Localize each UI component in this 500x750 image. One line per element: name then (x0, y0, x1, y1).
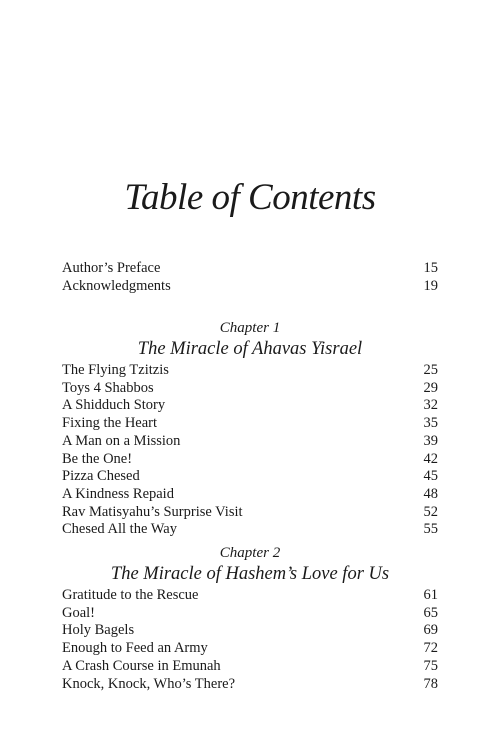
toc-entry[interactable] (62, 433, 438, 451)
front-matter-list (62, 260, 438, 295)
toc-entry-title: A Man on a Mission (62, 432, 181, 449)
toc-entry[interactable] (62, 504, 438, 522)
toc-entry[interactable] (62, 521, 438, 539)
toc-entry-title: Holy Bagels (62, 622, 135, 639)
toc-entry-page: 29 (423, 379, 438, 396)
toc-entry-page: 32 (423, 397, 438, 414)
chapter-title: The Miracle of Ahavas Yisrael (137, 339, 363, 359)
toc-entry-title: A Kindness Repaid (62, 485, 174, 502)
toc-entry[interactable] (62, 260, 438, 278)
toc-entry-title: Chesed All the Way (62, 521, 177, 538)
toc-entry[interactable] (62, 397, 438, 415)
toc-entry[interactable] (62, 676, 438, 694)
toc-entry-page: 61 (423, 587, 438, 603)
toc-entry[interactable] (62, 278, 438, 296)
chapter-heading (62, 319, 438, 361)
chapter-number: Chapter 2 (219, 545, 281, 561)
toc-entry-title: The Flying Tzitzis (62, 362, 169, 378)
toc-entry-page: 72 (423, 640, 438, 657)
chapter-title: The Miracle of Hashem’s Love for Us (110, 564, 390, 584)
chapter-1-section (62, 319, 438, 539)
toc-entry[interactable] (62, 468, 438, 486)
toc-entry-page: 55 (423, 521, 438, 538)
toc-entry[interactable] (62, 362, 438, 380)
toc-entry-title: Goal! (62, 604, 96, 621)
toc-entry[interactable] (62, 380, 438, 398)
toc-entry[interactable] (62, 486, 438, 504)
toc-entry-page: 15 (423, 260, 438, 276)
toc-entry-title: Be the One! (62, 450, 133, 467)
toc-entry[interactable] (62, 415, 438, 433)
toc-entry-page: 65 (423, 604, 438, 621)
toc-entry-title: Pizza Chesed (62, 468, 140, 485)
chapter-2-section (62, 544, 438, 693)
toc-entry-title: Knock, Knock, Who’s There? (62, 675, 236, 692)
page-title: Table of Contents (124, 177, 376, 218)
toc-entry-title: Enough to Feed an Army (62, 640, 208, 657)
toc-entry-page: 42 (423, 450, 438, 467)
toc-entry-page: 52 (423, 503, 438, 520)
toc-entry[interactable] (62, 605, 438, 623)
toc-entry[interactable] (62, 658, 438, 676)
toc-entry-page: 48 (423, 485, 438, 502)
toc-entry[interactable] (62, 451, 438, 469)
chapter-number: Chapter 1 (219, 320, 281, 336)
toc-entry-page: 39 (423, 432, 438, 449)
toc-entry-title: Author’s Preface (62, 260, 161, 276)
toc-entry-title: Fixing the Heart (62, 415, 158, 432)
chapter-heading (62, 544, 438, 586)
toc-entry-title: Acknowledgments (62, 277, 171, 294)
toc-entry-title: Gratitude to the Rescue (62, 587, 199, 603)
toc-entry-title: A Crash Course in Emunah (62, 657, 221, 674)
toc-entry[interactable] (62, 587, 438, 605)
toc-entry-title: A Shidduch Story (62, 397, 166, 414)
toc-entry-title: Toys 4 Shabbos (62, 379, 154, 396)
toc-entry[interactable] (62, 622, 438, 640)
toc-entry-page: 35 (423, 415, 438, 432)
toc-entry-page: 78 (423, 675, 438, 692)
toc-entry-page: 75 (423, 657, 438, 674)
toc-entry-title: Rav Matisyahu’s Surprise Visit (62, 503, 243, 520)
toc-entry-page: 69 (423, 622, 438, 639)
toc-entry[interactable] (62, 640, 438, 658)
toc-entry-page: 19 (423, 277, 438, 294)
toc-entry-page: 25 (423, 362, 438, 378)
toc-entry-page: 45 (423, 468, 438, 485)
